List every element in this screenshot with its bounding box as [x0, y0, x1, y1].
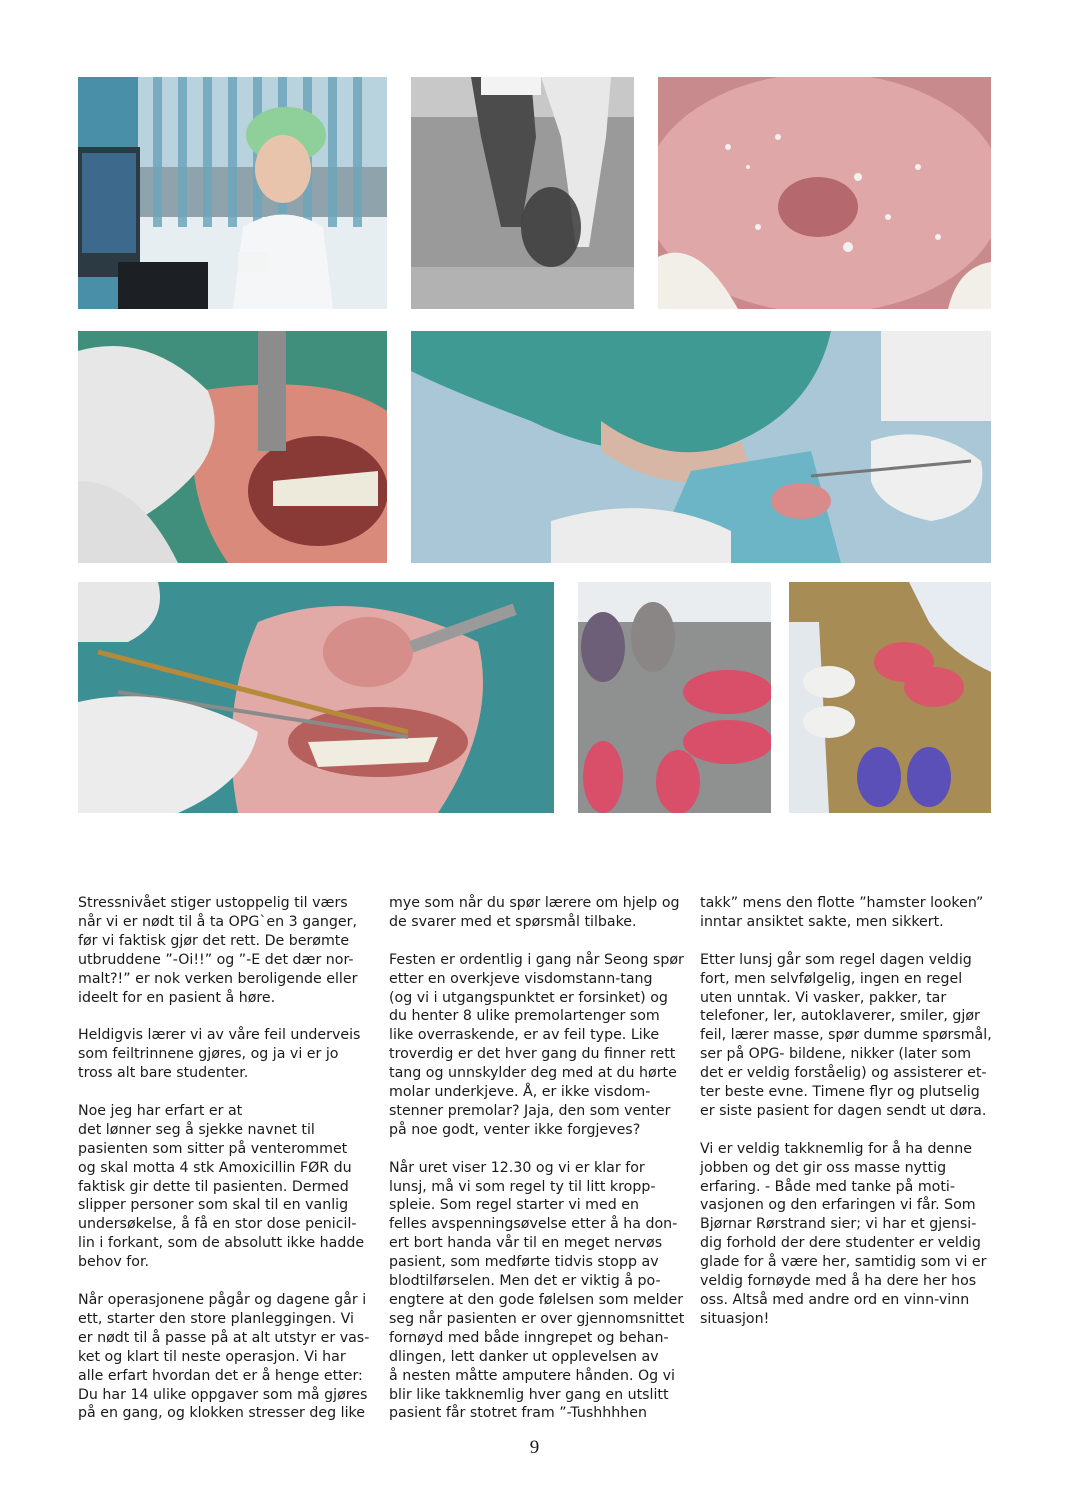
paragraph: Noe jeg har erfart er at det lønner seg å sjekke navnet til pasienten som sitter på venterommet og skal motta 4 stk Amoxicillin FØR du faktisk gir dette til pasienten. Dermed slipper personer som skal til en vanlig undersøkelse, å få en stor dose penicil- lin i forkant, som de absolutt ikke hadde behov for. [78, 1102, 365, 1271]
text-column-2 [389, 894, 689, 1442]
paragraph: Festen er ordentlig i gang når Seong spør etter en overkjeve visdomstann-tang (og vi i utgangspunktet er forsinket) og du henter 8 ulike premolartenger som like overraskende, er av feil type. Like troverdig er det hver gang du finner rett tang og unnskylder deg med at du hørte molar underkjeve. Å, er ikke visdom- stenner premolar? Jaja, den som venter på noe godt, venter ikke forgjeves? [389, 951, 684, 1138]
paragraph: Stressnivået stiger ustoppelig til værs når vi er nødt til å ta OPG`en 3 ganger, før vi faktisk gjør det rett. De berømte utbruddene ”-Oi!!” og ”-E det dær nor- malt?!” er nok verken beroligende eller ideelt for en pasient å høre. [78, 895, 358, 1006]
paragraph: Når uret viser 12.30 og vi er klar for lunsj, må vi som regel ty til litt kropp- spleie. Som regel starter vi med en felles avspenningsøvelse etter å ha don- ert bort handa vår til en meget nervøs pasient, som medførte tidvis stopp av blodtilførselen. Men det er viktig å po- engtere at den gode følelsen som melder seg når pasienten er over gjennomsnittet fornøyd med både inngrepet og behan- dlingen, lett danker ut opplevelsen av å nesten måtte amputere hånden. Og vi blir like takknemlig hver gang en utslitt pasient får stotret fram ”-Tushhhhen [389, 1159, 685, 1422]
photo-suturing [78, 582, 554, 813]
photo-extraction [78, 331, 387, 563]
photo-oral-mucosa [658, 77, 991, 309]
text-column-1 [78, 894, 378, 1442]
paragraph: mye som når du spør lærere om hjelp og de svarer med et spørsmål tilbake. [389, 895, 680, 930]
photo-xray [411, 77, 634, 309]
paragraph: Heldigvis lærer vi av våre feil underveis som feiltrinnene gjøres, og ja vi er jo tross alt bare studenter. [78, 1027, 361, 1082]
photo-assistant-phone [78, 77, 387, 309]
photo-surgery-student [411, 331, 991, 563]
paragraph: Etter lunsj går som regel dagen veldig fort, men selvfølgelig, ingen en regel uten unntak. Vi vasker, pakker, tar telefoner, ler, autoklaverer, smiler, gjør feil, lærer masse, spør dumme spørsmål, ser på OPG- bildene, nikker (later som det er veldig forståelig) og assisterer et- ter beste evne. Timene flyr og plutselig er siste pasient for dagen sendt ut døra. [700, 951, 992, 1119]
photo-sneakers-2 [789, 582, 991, 813]
photo-sneakers-1 [578, 582, 771, 813]
text-column-3 [700, 894, 1000, 1348]
paragraph: Vi er veldig takknemlig for å ha denne jobben og det gir oss masse nyttig erfaring. - Både med tanke på moti- vasjonen og den erfaringen vi får. Som Bjørnar Rørstrand sier; vi har et gjensi- dig forhold der dere studenter er veldig glade for å være her, samtidig som vi er veldig fornøyde med å ha dere her hos oss. Altså med andre ord en vinn-vinn situasjon! [700, 1140, 987, 1327]
page-number: 9 [529, 1437, 540, 1458]
paragraph: takk” mens den flotte ”hamster looken” inntar ansiktet sakte, men sikkert. [700, 895, 984, 930]
paragraph: Når operasjonene pågår og dagene går i ett, starter den store planleggingen. Vi er nødt til å passe på at alt utstyr er vas- ket og klart til neste operasjon. Vi har alle erfart hvordan det er å henge etter: Du har 14 ulike oppgaver som må gjøres på en gang, og klokken stresser deg like [78, 1291, 370, 1422]
